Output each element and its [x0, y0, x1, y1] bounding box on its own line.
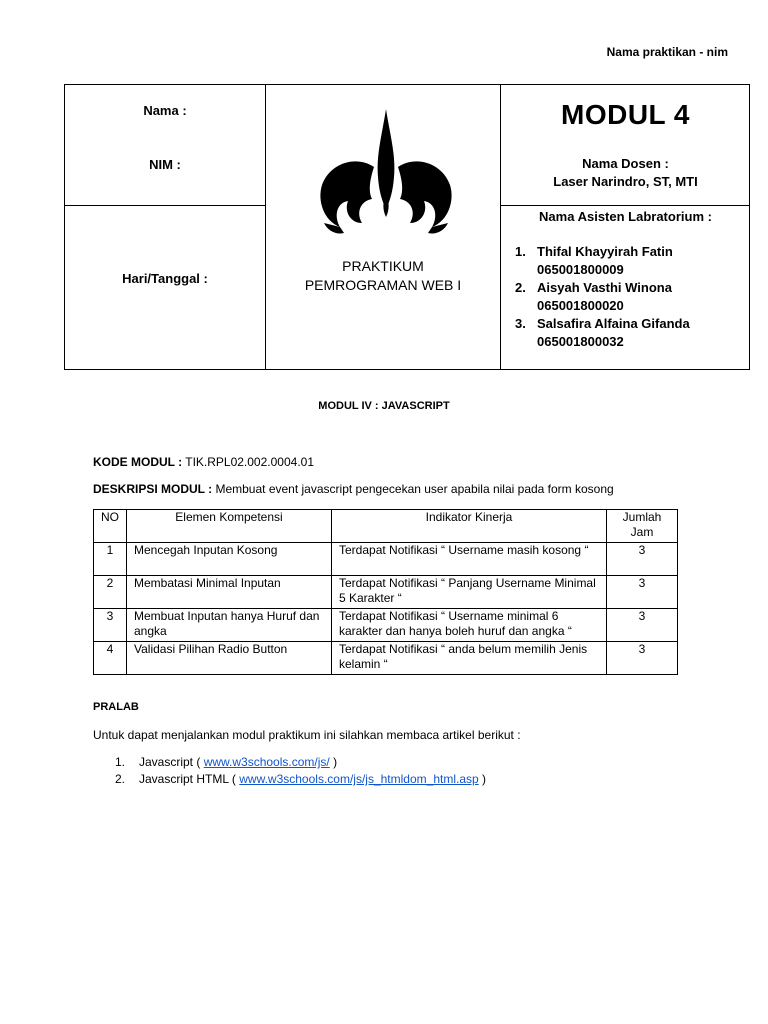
pralab-item-number: 1.: [115, 755, 126, 769]
pralab-item-suffix: ): [329, 755, 338, 769]
cell-no: 1: [94, 543, 127, 576]
pralab-item: [93, 771, 486, 788]
assistant-item: [515, 243, 745, 279]
cell-no: 4: [94, 642, 127, 675]
pralab-item-suffix: ): [478, 772, 487, 786]
table-row: [94, 576, 678, 609]
kode-modul-label: KODE MODUL :: [93, 455, 183, 469]
cell-indikator: Terdapat Notifikasi “ anda belum memilih Jenis kelamin “: [332, 642, 607, 675]
pralab-item-prefix: Javascript HTML (: [139, 772, 240, 786]
assistant-name: Aisyah Vasthi Winona: [537, 280, 672, 295]
table-row: [94, 543, 678, 576]
link-w3schools-htmldom[interactable]: www.w3schools.com/js/js_htmldom_html.asp: [239, 772, 479, 786]
assistant-id: 065001800009: [537, 262, 624, 277]
assistant-id: 065001800020: [537, 298, 624, 313]
cell-elemen: Validasi Pilihan Radio Button: [127, 642, 332, 675]
assistant-id: 065001800032: [537, 334, 624, 349]
student-info-column: [65, 85, 266, 369]
assistant-number: 3.: [515, 316, 526, 331]
table-header-row: [94, 510, 678, 543]
assistant-number: 2.: [515, 280, 526, 295]
cell-elemen: Mencegah Inputan Kosong: [127, 543, 332, 576]
assistant-name: Thifal Khayyirah Fatin: [537, 244, 673, 259]
cell-indikator: Terdapat Notifikasi “ Username minimal 6 karakter dan hanya boleh huruf dan angka “: [332, 609, 607, 642]
assistant-name: Salsafira Alfaina Gifanda: [537, 316, 690, 331]
nim-label: NIM :: [149, 157, 181, 172]
cell-indikator: Terdapat Notifikasi “ Panjang Username Minimal 5 Karakter “: [332, 576, 607, 609]
pralab-intro: Untuk dapat menjalankan modul praktikum ini silahkan membaca artikel berikut :: [93, 728, 521, 742]
kode-modul-line: [93, 455, 314, 469]
assistant-number: 1.: [515, 244, 526, 259]
cell-elemen: Membuat Inputan hanya Huruf dan angka: [127, 609, 332, 642]
table-row: [94, 642, 678, 675]
hari-tanggal-label: Hari/Tanggal :: [122, 271, 208, 286]
header-indikator: Indikator Kinerja: [332, 510, 607, 543]
kode-modul-value: TIK.RPL02.002.0004.01: [185, 455, 314, 469]
assistant-item: [515, 315, 745, 351]
cell-jam: 3: [607, 609, 678, 642]
university-logo: [316, 105, 456, 245]
cell-no: 2: [94, 576, 127, 609]
course-name: [266, 257, 500, 295]
module-title: MODUL 4: [561, 99, 690, 130]
lecturer-label: Nama Dosen :: [582, 156, 669, 171]
pralab-title: PRALAB: [93, 701, 139, 713]
header-note: Nama praktikan - nim: [606, 45, 728, 59]
link-w3schools-js[interactable]: www.w3schools.com/js/: [203, 755, 330, 769]
course-name-line2: PEMROGRAMAN WEB I: [304, 277, 462, 293]
cell-indikator: Terdapat Notifikasi “ Username masih kosong “: [332, 543, 607, 576]
deskripsi-modul-value: Membuat event javascript pengecekan user apabila nilai pada form kosong: [215, 482, 614, 496]
cell-jam: 3: [607, 576, 678, 609]
pralab-item: [93, 754, 486, 771]
header-no: NO: [94, 510, 127, 543]
deskripsi-modul-line: [93, 482, 614, 496]
lecturer-name: Laser Narindro, ST, MTI: [553, 174, 698, 189]
table-row: [94, 609, 678, 642]
header-elemen: Elemen Kompetensi: [127, 510, 332, 543]
module-info-column: [501, 85, 750, 369]
lecturer-info: [501, 155, 750, 191]
student-identity-cell: [65, 85, 265, 206]
section-title: MODUL IV : JAVASCRIPT: [318, 400, 450, 412]
module-header-box: [64, 84, 750, 370]
assistant-list: [515, 243, 745, 351]
competency-table: [93, 509, 678, 675]
module-title-cell: [501, 85, 750, 206]
pralab-item-prefix: Javascript (: [139, 755, 204, 769]
assistant-item: [515, 279, 745, 315]
cell-elemen: Membatasi Minimal Inputan: [127, 576, 332, 609]
course-name-line1: PRAKTIKUM: [342, 258, 424, 274]
cell-no: 3: [94, 609, 127, 642]
cell-jam: 3: [607, 642, 678, 675]
pralab-list: [93, 754, 486, 788]
course-column: [266, 85, 501, 369]
pralab-item-number: 2.: [115, 772, 126, 786]
cell-jam: 3: [607, 543, 678, 576]
nama-label: Nama :: [143, 103, 187, 118]
assistant-label: Nama Asisten Labratorium :: [539, 209, 712, 224]
header-jam: Jumlah Jam: [607, 510, 678, 543]
deskripsi-modul-label: DESKRIPSI MODUL :: [93, 482, 213, 496]
